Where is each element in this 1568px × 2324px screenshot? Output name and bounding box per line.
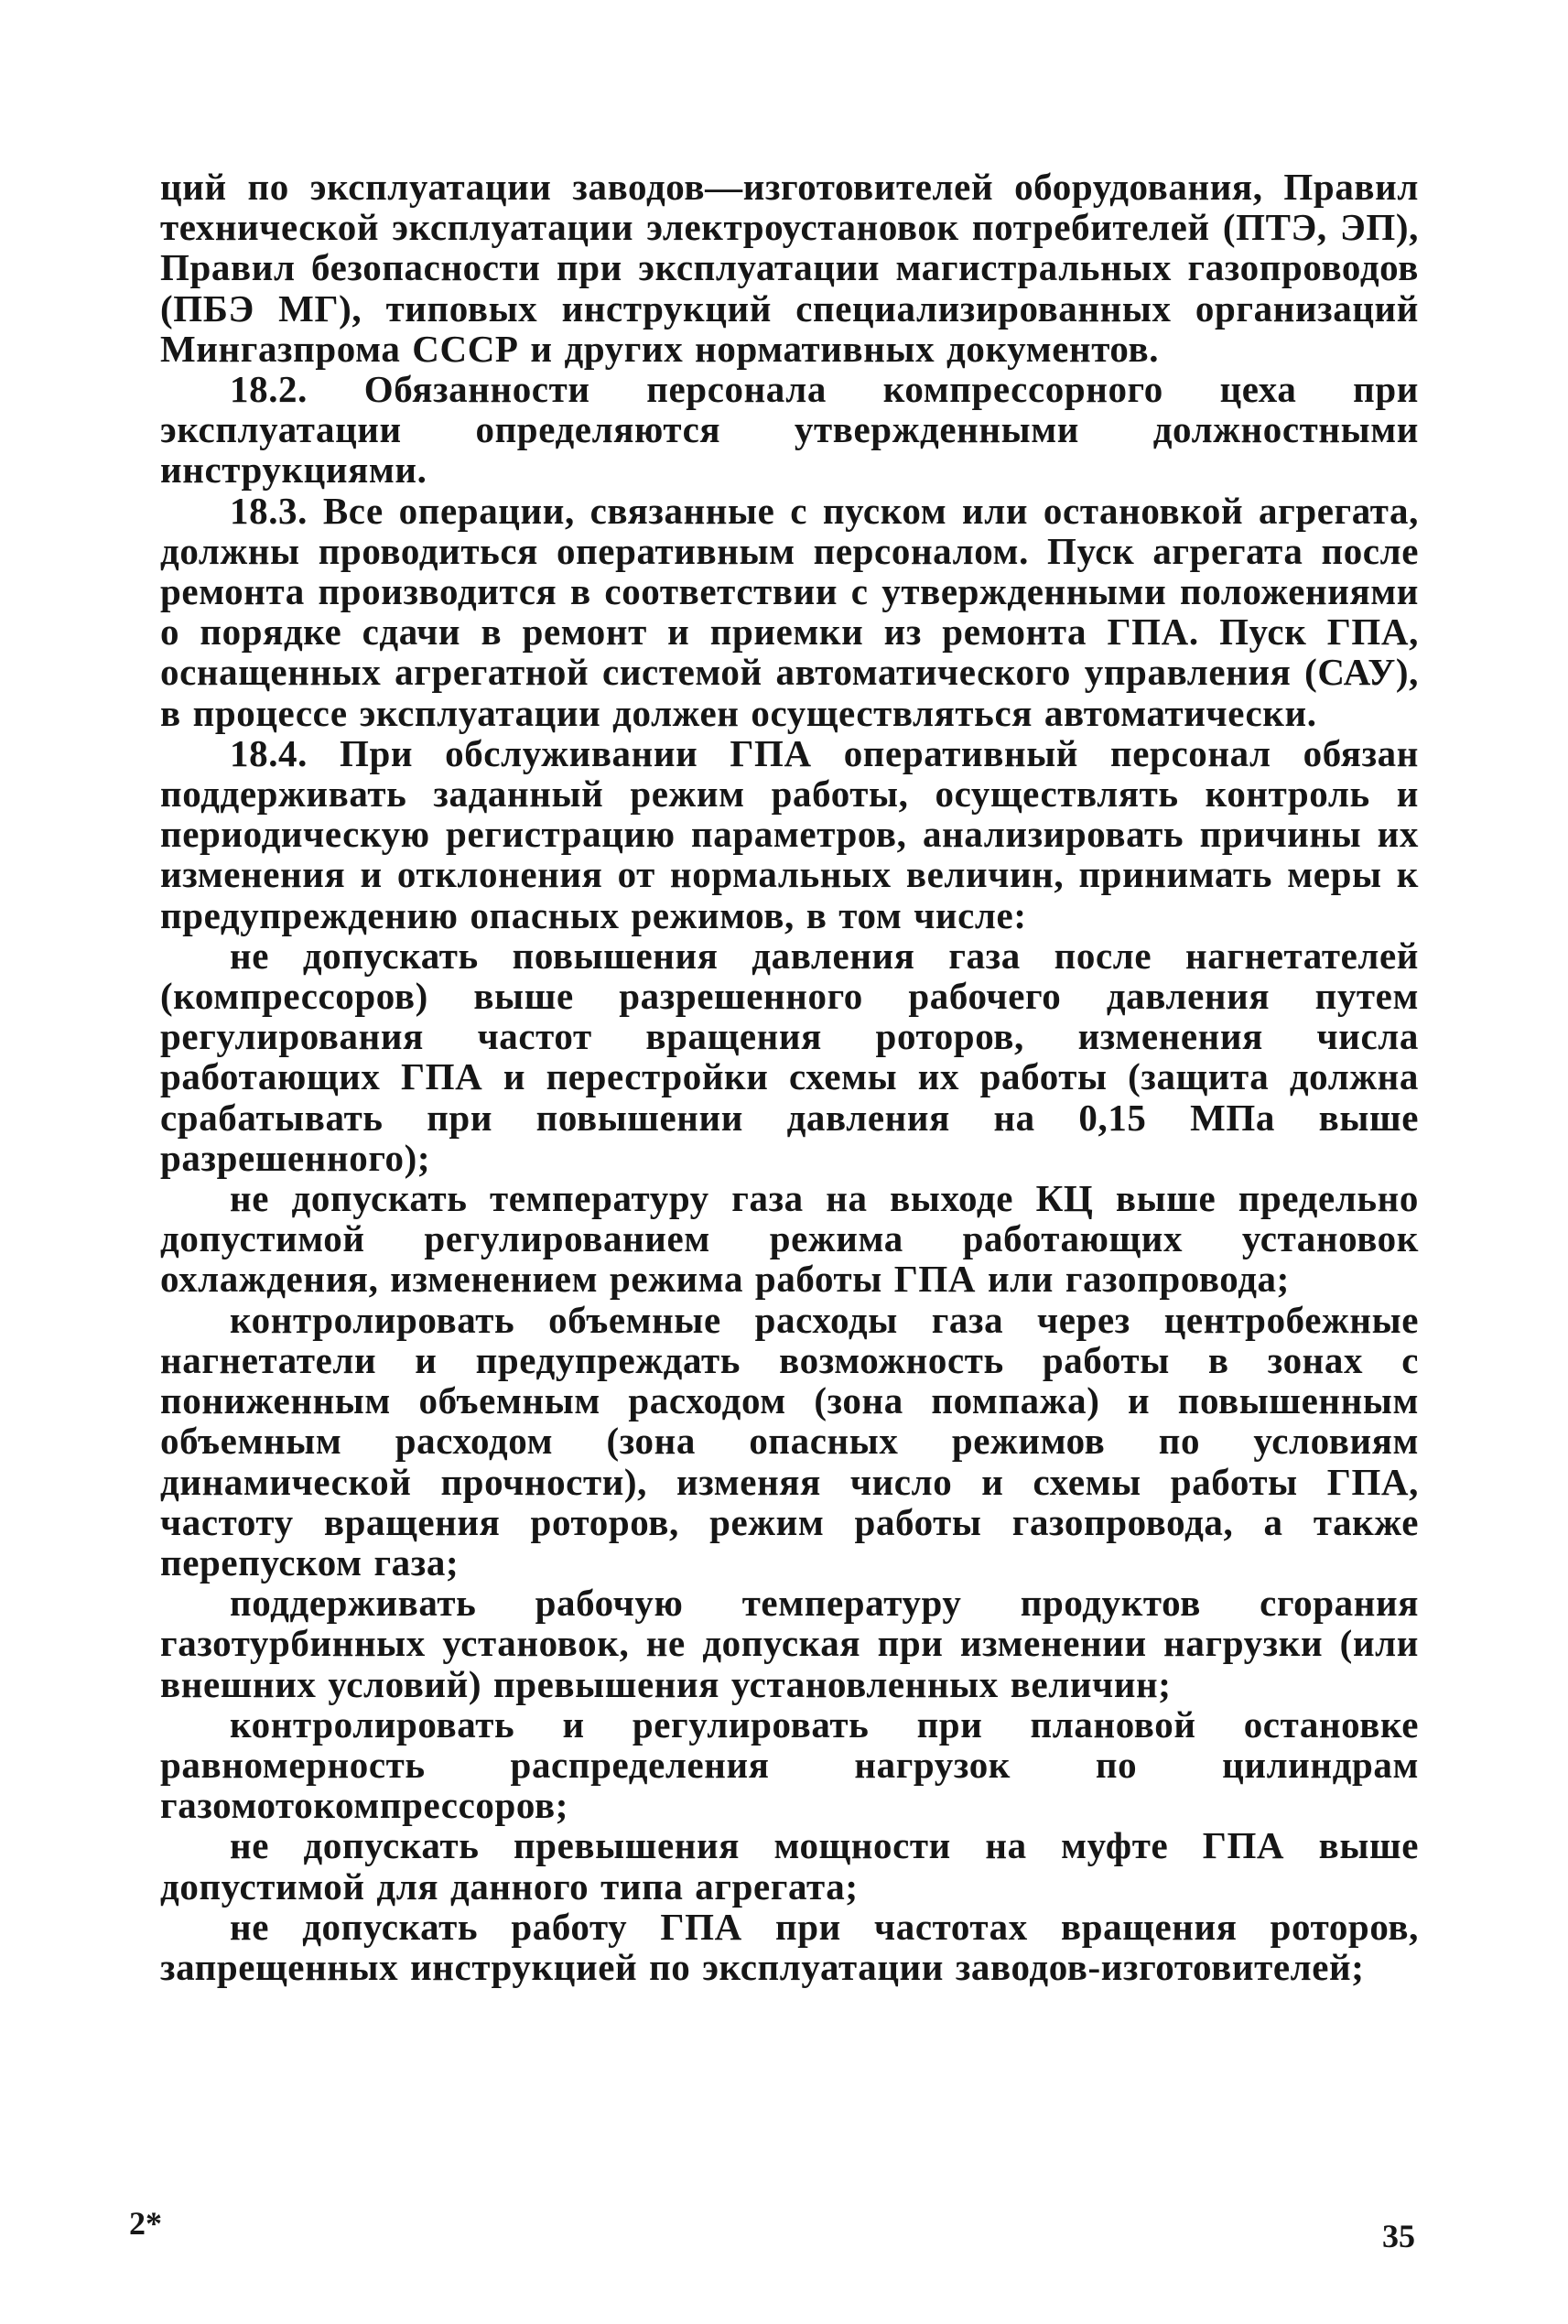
list-item-pressure: не допускать повышения давления газа после нагнетателей (компрессоров) выше разрешенного рабочего давления путем регулирования частот вращения роторов, изменения числа работающих ГПА и перестройки схемы их работы (защита должна срабатывать при повышении давления на 0,15 МПа выше разрешенного); (160, 934, 1419, 1179)
paragraph-18-3: 18.3. Все операции, связанные с пуском или остановкой агрегата, должны проводиться оперативным персоналом. Пуск агрегата после ремонта производится в соответствии с утвержденными положениями о порядке сдачи в ремонт и приемки из ремонта ГПА. Пуск ГПА, оснащенных агрегатной системой автоматического управления (САУ), в процессе эксплуатации должен осуществляться автоматически. (160, 489, 1419, 734)
list-item-power-limit: не допускать превышения мощности на муфте ГПА выше допустимой для данного типа агрегата; (160, 1824, 1419, 1908)
paragraph-18-4: 18.4. При обслуживании ГПА оперативный персонал обязан поддерживать заданный режим работы, осуществлять контроль и периодическую регистрацию параметров, анализировать причины их изменения и отклонения от нормальных величин, принимать меры к предупреждению опасных режимов, в том числе: (160, 731, 1419, 936)
body-text (160, 167, 1419, 1987)
paragraph-18-2: 18.2. Обязанности персонала компрессорного цеха при эксплуатации определяются утвержденными должностными инструкциями. (160, 368, 1419, 492)
list-item-combustion-temperature: поддерживать рабочую температуру продуктов сгорания газотурбинных установок, не допуская при изменении нагрузки (или внешних условий) превышения установленных величин; (160, 1582, 1419, 1705)
signature-mark: 2* (129, 2205, 162, 2242)
list-item-temperature: не допускать температуру газа на выходе КЦ выше предельно допустимой регулированием режима работающих установок охлаждения, изменением режима работы ГПА или газопровода; (160, 1177, 1419, 1301)
paragraph-continuation: ций по эксплуатации заводов—изготовителей оборудования, Правил технической эксплуатации электроустановок потребителей (ПТЭ, ЭП), Правил безопасности при эксплуатации магистральных газопроводов (ПБЭ МГ), типовых инструкций специализированных организаций Мингазпрома СССР и других нормативных документов. (160, 166, 1419, 370)
list-item-load-distribution: контролировать и регулировать при плановой остановке равномерность распределения нагрузок по цилиндрам газомотокомпрессоров; (160, 1702, 1419, 1827)
list-item-flow-rates: контролировать объемные расходы газа через центробежные нагнетатели и предупреждать возможность работы в зонах с пониженным объемным расходом (зона помпажа) и повышенным объемным расходом (зона опасных режимов по условиям динамической прочности), изменяя число и схемы работы ГПА, частоту вращения роторов, режим работы газопровода, а также перепуском газа; (160, 1298, 1419, 1584)
page-number: 35 (1382, 2218, 1415, 2254)
list-item-rotor-speed: не допускать работу ГПА при частотах вращения роторов, запрещенных инструкцией по эксплуатации заводов-изготовителей; (160, 1905, 1419, 1988)
